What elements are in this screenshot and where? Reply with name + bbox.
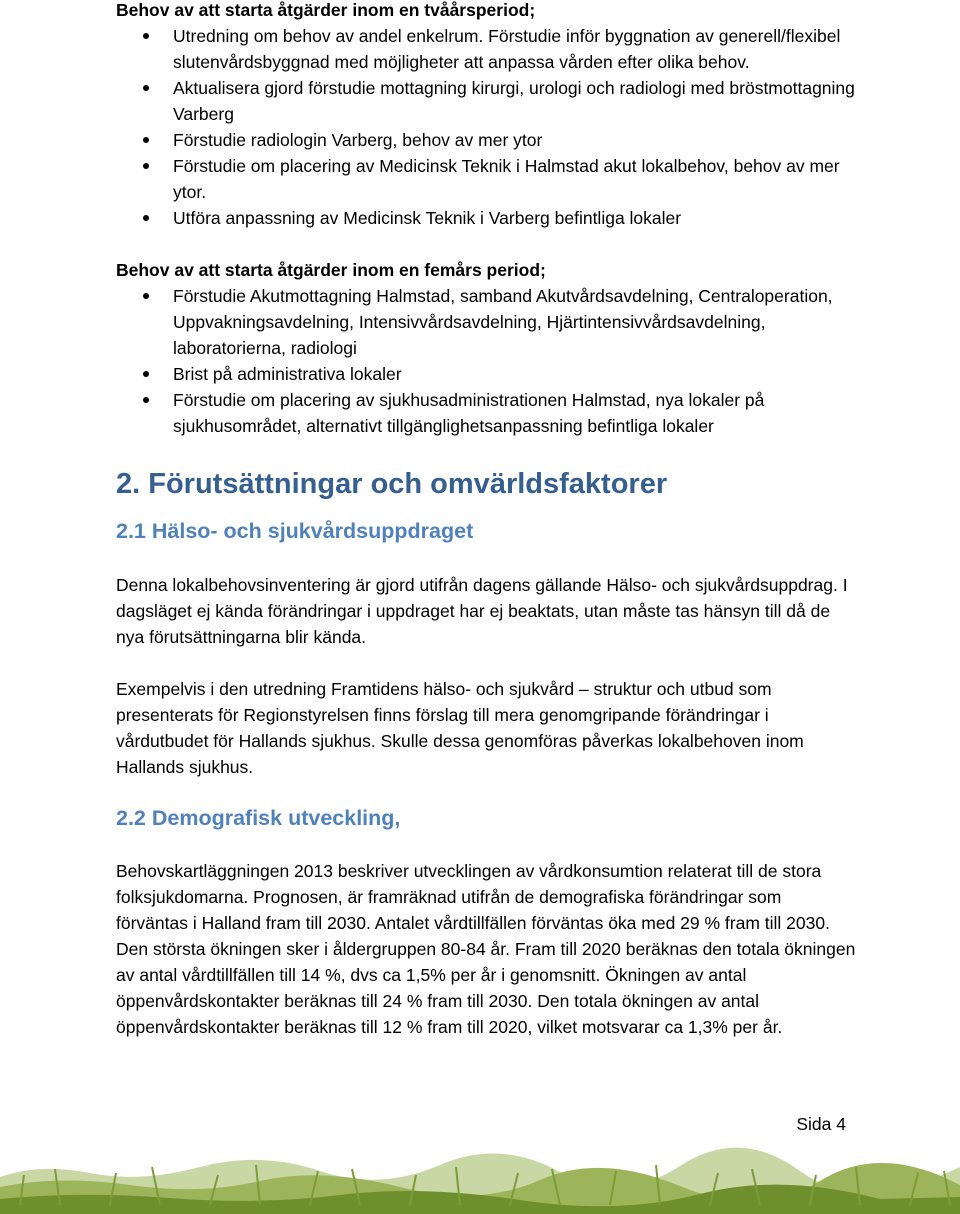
bullet-icon: [143, 33, 149, 39]
document-page: [116, 0, 856, 1040]
bullet-icon: [143, 163, 149, 169]
list-two-year: [116, 23, 856, 231]
chapter-title: 2. Förutsättningar och omvärldsfaktorer: [116, 468, 668, 500]
list-item: Utredning om behov av andel enkelrum. Förstudie inför byggnation av generell/flexibel slutenvårdsbyggnad med möjligheter att anpassa vården efter olika behov.: [116, 23, 856, 75]
list-item: Förstudie om placering av sjukhusadministrationen Halmstad, nya lokaler på sjukhusområdet, alternativt tillgänglighetsanpassning befintliga lokaler: [116, 387, 856, 439]
list-item: Utföra anpassning av Medicinsk Teknik i Varberg befintliga lokaler: [116, 205, 856, 231]
list-item: Förstudie Akutmottagning Halmstad, samband Akutvårdsavdelning, Centraloperation, Uppvakningsavdelning, Intensivvårdsavdelning, Hjärtintensivvårdsavdelning, laboratorierna, radiologi: [116, 283, 856, 361]
page-number: Sida 4: [796, 1114, 846, 1134]
grass-decoration: [0, 1145, 960, 1214]
paragraph: Exempelvis i den utredning Framtidens hälso- och sjukvård – struktur och utbud som presenterats för Regionstyrelsen finns förslag till mera genomgripande förändringar i vårdutbudet för Hallands sjukhus. Skulle dessa genomföras påverkas lokalbehoven inom Hallands sjukhus.: [116, 679, 804, 777]
heading-two-year: Behov av att starta åtgärder inom en tvåårsperiod;: [116, 0, 536, 20]
paragraph: Behovskartläggningen 2013 beskriver utvecklingen av vårdkonsumtion relaterat till de stora folksjukdomarna. Prognosen, är framräknad utifrån de demografiska förändringar som förväntas i Halland fram till 2030. Antalet vårdtillfällen förväntas öka med 29 % fram till 2030. Den största ökningen sker i åldergruppen 80-84 år. Fram till 2020 beräknas den totala ökningen av antal vårdtillfällen till 14 %, dvs ca 1,5% per år i genomsnitt. Ökningen av antal öppenvårdskontakter beräknas till 24 % fram till 2030. Den totala ökningen av antal öppenvårdskontakter beräknas till 12 % fram till 2020, vilket motsvarar ca 1,3% per år.: [116, 861, 856, 1037]
bullet-icon: [143, 293, 149, 299]
bullet-icon: [143, 85, 149, 91]
section-title-2-2: 2.2 Demografisk utveckling,: [116, 806, 401, 830]
paragraph: Denna lokalbehovsinventering är gjord utifrån dagens gällande Hälso- och sjukvårdsuppdrag. I dagsläget ej kända förändringar i uppdraget har ej beaktats, utan måste tas hänsyn till då de nya förutsättningarna blir kända.: [116, 575, 848, 647]
list-item: Brist på administrativa lokaler: [116, 361, 856, 387]
bullet-icon: [143, 371, 149, 377]
list-five-year: [116, 283, 856, 439]
list-item: Förstudie om placering av Medicinsk Teknik i Halmstad akut lokalbehov, behov av mer ytor.: [116, 153, 856, 205]
bullet-icon: [143, 397, 149, 403]
section-title-2-1: 2.1 Hälso- och sjukvårdsuppdraget: [116, 519, 474, 543]
list-item: Förstudie radiologin Varberg, behov av mer ytor: [116, 127, 856, 153]
bullet-icon: [143, 215, 149, 221]
bullet-icon: [143, 137, 149, 143]
list-item: Aktualisera gjord förstudie mottagning kirurgi, urologi och radiologi med bröstmottagning Varberg: [116, 75, 856, 127]
heading-five-year: Behov av att starta åtgärder inom en femårs period;: [116, 260, 546, 280]
